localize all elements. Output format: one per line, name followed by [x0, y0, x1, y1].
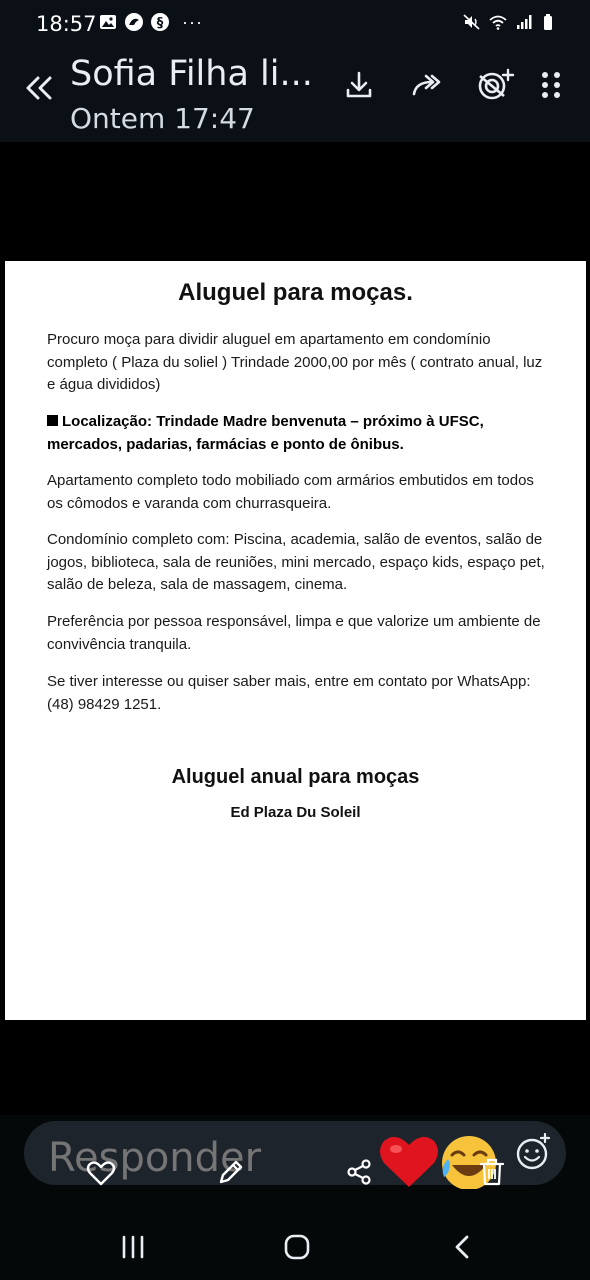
back-all-icon[interactable] — [22, 72, 56, 104]
system-navigation-bar — [0, 1210, 590, 1280]
contact-name: Sofia Filha li... — [70, 54, 313, 94]
more-notifications: ··· — [182, 12, 203, 32]
forward-icon[interactable] — [410, 68, 444, 102]
money-icon — [150, 12, 170, 32]
svg-text:§: § — [156, 16, 164, 31]
status-time: 18:57 — [36, 12, 97, 36]
shared-document-image — [5, 261, 586, 1020]
message-timestamp: Ontem 17:47 — [70, 102, 255, 135]
more-icon[interactable] — [536, 68, 566, 102]
pencil-icon[interactable] — [216, 1157, 246, 1187]
edit-photo-icon[interactable] — [474, 68, 516, 102]
paragraph-condominium: Condomínio completo com: Piscina, academia, salão de eventos, salão de jogos, biblioteca, sala de reuniões, mini mercado, espaço kids, espaço pet, salão de beleza, sala de massagem, cinema. — [47, 531, 545, 593]
paragraph-contact: Se tiver interesse ou quiser saber mais, entre em contato por WhatsApp: (48) 98429 1251. — [47, 673, 531, 713]
share-icon[interactable] — [344, 1157, 374, 1187]
home-icon[interactable] — [282, 1232, 312, 1262]
trash-icon[interactable] — [478, 1157, 506, 1187]
battery-icon — [540, 12, 560, 32]
building-name: Ed Plaza Du Soleil — [230, 804, 361, 821]
document-subtitle: Aluguel anual para moças — [171, 766, 420, 788]
status-right-icons — [462, 12, 560, 32]
mute-icon — [462, 12, 482, 32]
red-heart-emoji[interactable] — [378, 1133, 440, 1189]
heart-icon[interactable] — [86, 1159, 116, 1187]
recents-icon[interactable] — [118, 1232, 148, 1262]
paragraph-apartment: Apartamento completo todo mobiliado com armários embutidos em todos os cômodos e varanda com churrasqueira. — [47, 472, 534, 512]
bullet-square-icon — [47, 415, 58, 426]
paragraph-location: Localização: Trindade Madre benvenuta – próximo à UFSC, mercados, padarias, farmácias e ponto de ônibus. — [47, 413, 484, 453]
wifi-icon — [488, 12, 508, 32]
back-icon[interactable] — [448, 1232, 478, 1262]
message-header — [0, 46, 590, 142]
status-bar — [0, 0, 590, 46]
paragraph-preference: Preferência por pessoa responsável, limpa e que valorize um ambiente de convivência tranquila. — [47, 613, 541, 653]
download-icon[interactable] — [342, 68, 376, 102]
paragraph-intro: Procuro moça para dividir aluguel em apartamento em condomínio completo ( Plaza du soliel ) Trindade 2000,00 por mês ( contrato anual, luz e água divididos) — [47, 331, 543, 393]
status-left-icons — [98, 12, 203, 32]
signal-icon — [514, 12, 534, 32]
document-title: Aluguel para moças. — [178, 279, 413, 306]
emoji-add-icon[interactable] — [514, 1133, 552, 1171]
app-icon — [124, 12, 144, 32]
gallery-icon — [98, 12, 118, 32]
